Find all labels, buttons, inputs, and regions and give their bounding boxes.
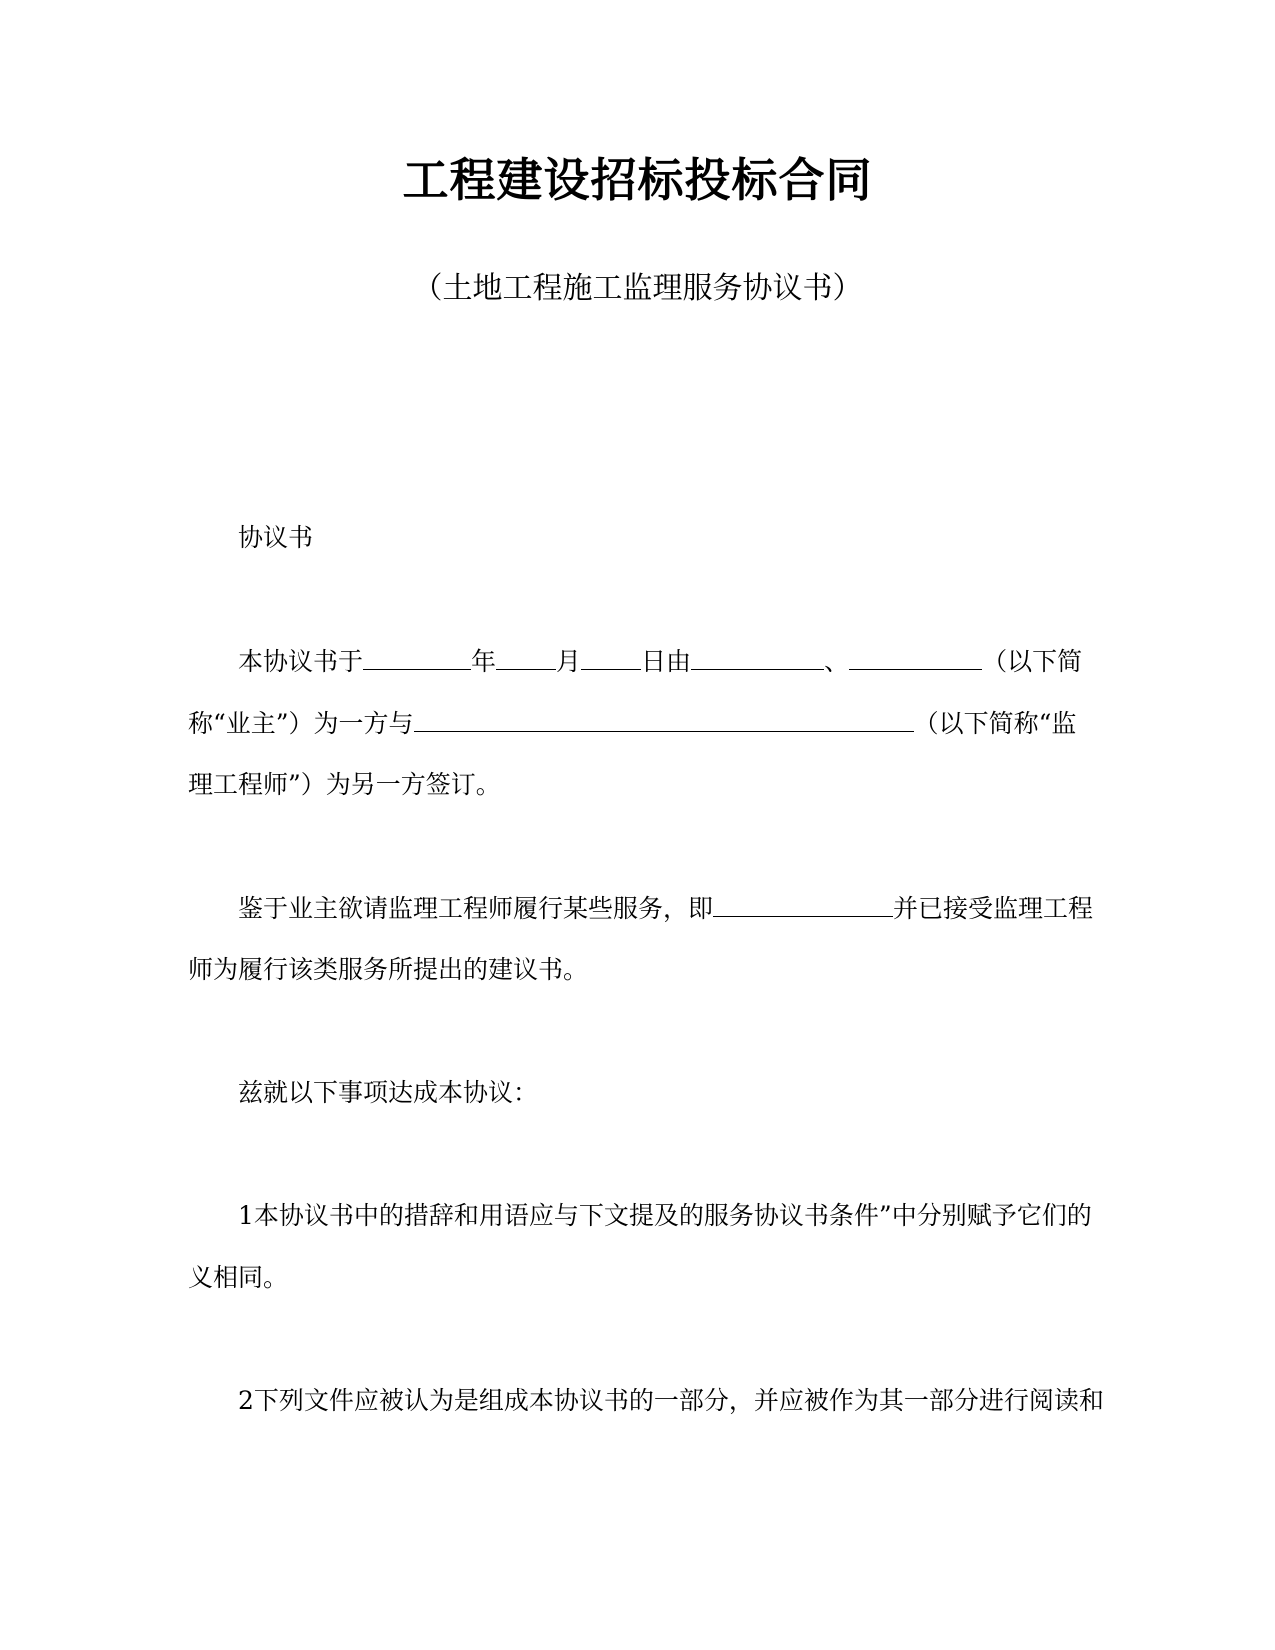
para2-line1: [238, 890, 1093, 927]
blank-owner-2: [849, 643, 982, 670]
section-heading: 协议书: [238, 523, 314, 552]
blank-month: [496, 643, 556, 670]
para1-line3: 理工程师”）为另一方签订。: [188, 770, 501, 799]
para4-line2: 义相同。: [188, 1263, 289, 1292]
blank-year: [363, 643, 471, 670]
blank-day: [581, 643, 641, 670]
blank-services: [713, 890, 893, 917]
para2-text: 并已接受监理工程: [893, 894, 1094, 923]
para2-line2: 师为履行该类服务所提出的建议书。: [188, 955, 589, 984]
para1-text: 日由: [641, 647, 692, 676]
para1-text: 称“业主”）为一方与: [188, 709, 414, 738]
para3-line1: 兹就以下事项达成本协议：: [238, 1078, 539, 1107]
para1-text: （以下简: [982, 647, 1083, 676]
para5-line1: 2下列文件应被认为是组成本协议书的一部分，并应被作为其一部分进行阅读和: [238, 1386, 1104, 1415]
blank-owner-1: [691, 643, 824, 670]
para1-text: 本协议书于: [238, 647, 364, 676]
para1-text: （以下简称“监: [913, 709, 1077, 738]
para1-text: 、: [824, 647, 850, 676]
para4-line1: 1本协议书中的措辞和用语应与下文提及的服务协议书条件”中分别赋予它们的: [238, 1201, 1092, 1230]
para1-text: 月: [556, 647, 582, 676]
para1-line2: [188, 705, 1076, 742]
para1-text: 年: [471, 647, 497, 676]
para2-text: 鉴于业主欲请监理工程师履行某些服务，即: [238, 894, 714, 923]
document-subtitle: （土地工程施工监理服务协议书）: [412, 271, 863, 306]
document-title: 工程建设招标投标合同: [402, 153, 873, 207]
para1-line1: [238, 643, 1082, 680]
blank-engineer: [414, 705, 914, 732]
